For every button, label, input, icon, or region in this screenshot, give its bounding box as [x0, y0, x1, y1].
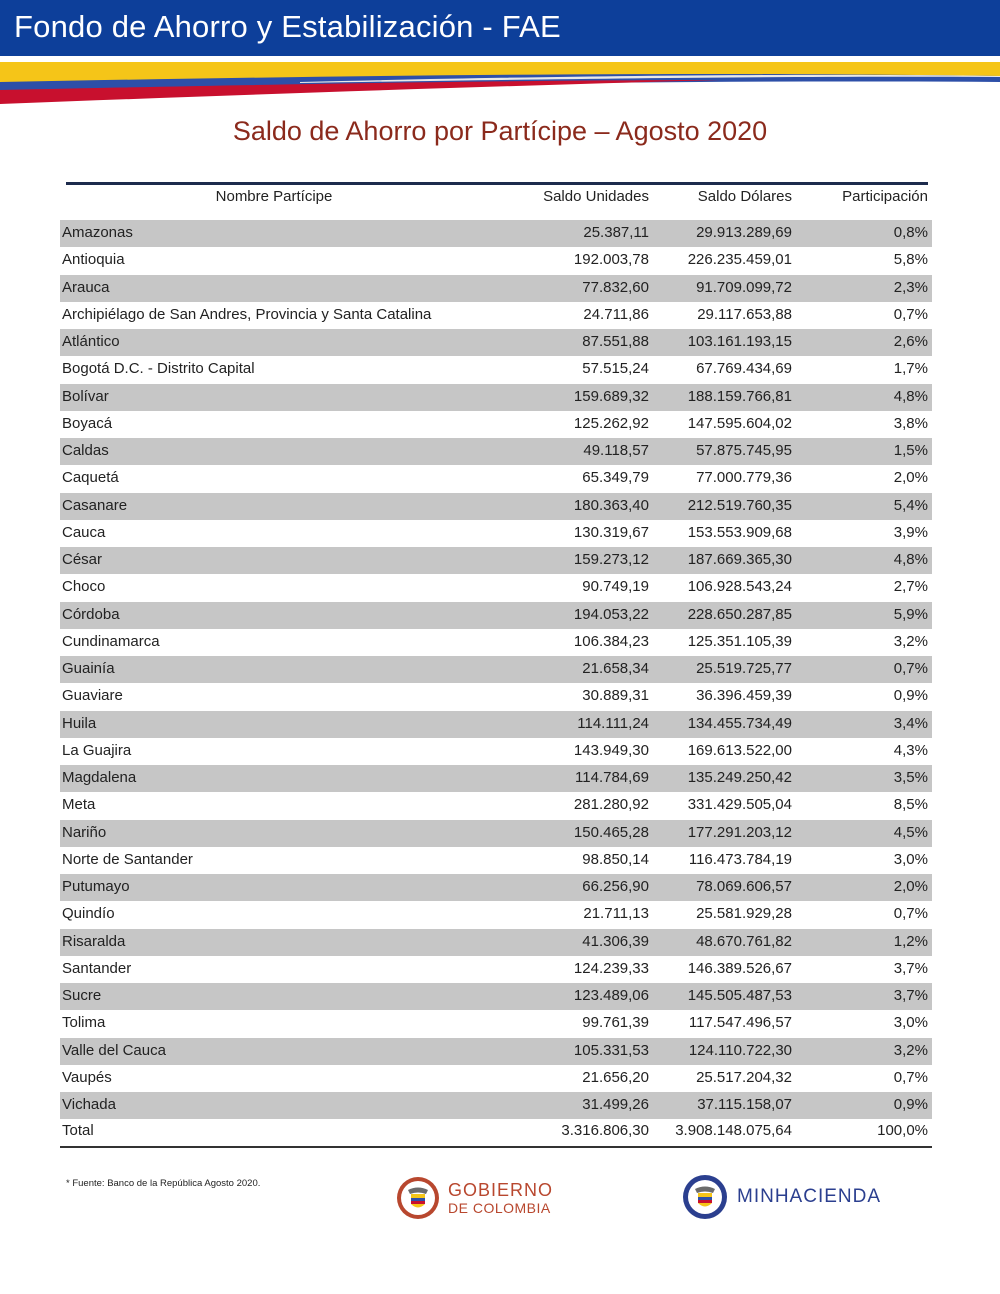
table-row: [60, 901, 932, 928]
table-row: [60, 356, 932, 383]
row-units: 24.711,86: [583, 305, 649, 323]
row-share: 3,0%: [893, 1014, 928, 1032]
row-name: Cundinamarca: [62, 632, 160, 650]
table-row: [60, 465, 932, 492]
row-name: Guaviare: [62, 687, 123, 705]
table-row: [60, 929, 932, 956]
row-share: 5,4%: [893, 496, 928, 514]
column-header-share: Participación: [842, 188, 928, 205]
row-units: 98.850,14: [582, 850, 649, 868]
table-row: [60, 220, 932, 247]
row-share: 4,3%: [893, 741, 928, 759]
row-name: Antioquia: [62, 251, 125, 269]
row-units: 57.515,24: [582, 360, 649, 378]
row-share: 0,7%: [893, 1068, 928, 1086]
row-share: 3,0%: [893, 850, 928, 868]
table-row: [60, 820, 932, 847]
row-name: Caquetá: [62, 469, 119, 487]
row-units: 130.319,67: [573, 523, 649, 541]
row-usd: 116.473.784,19: [688, 850, 792, 868]
row-units: 114.111,24: [577, 714, 649, 732]
row-usd: 125.351.105,39: [687, 632, 792, 650]
row-usd: 331.429.505,04: [687, 796, 792, 814]
table-row: [60, 683, 932, 710]
row-name: La Guajira: [62, 741, 132, 759]
row-name: Sucre: [62, 987, 102, 1004]
row-name: Arauca: [62, 278, 110, 296]
colombia-coat-of-arms-icon: [396, 1176, 440, 1220]
table-row: [60, 574, 932, 601]
table-row: [60, 983, 932, 1010]
table-row: [60, 438, 932, 465]
table-row: [60, 847, 932, 874]
table-row: [60, 1010, 932, 1037]
row-share: 4,5%: [893, 823, 928, 841]
row-usd: 25.517.204,32: [696, 1068, 792, 1086]
row-share: 4,8%: [893, 551, 928, 568]
total-share: 100,0%: [877, 1122, 928, 1140]
report-title: Saldo de Ahorro por Partícipe – Agosto 2020: [232, 116, 768, 146]
row-name: Córdoba: [62, 605, 120, 623]
row-name: Putumayo: [62, 878, 130, 895]
row-share: 5,8%: [893, 251, 928, 269]
row-share: 0,8%: [893, 224, 928, 241]
row-units: 77.832,60: [582, 278, 649, 296]
column-header-name: Nombre Partícipe: [215, 188, 333, 205]
row-name: Santander: [62, 959, 132, 977]
row-share: 1,2%: [893, 932, 928, 950]
table-row: [60, 275, 932, 302]
row-usd: 124.110.722,30: [688, 1041, 792, 1059]
table-row: [60, 384, 932, 411]
row-usd: 135.249.250,42: [687, 769, 792, 786]
table-row: [60, 792, 932, 819]
table-top-rule: [66, 182, 928, 185]
row-share: 3,7%: [893, 987, 928, 1004]
row-units: 65.349,79: [582, 469, 649, 487]
row-name: Valle del Cauca: [62, 1041, 166, 1059]
total-units: 3.316.806,30: [561, 1122, 649, 1140]
column-header-units: Saldo Unidades: [543, 188, 649, 205]
row-share: 2,0%: [893, 469, 928, 487]
gobierno-de-colombia-logo: [396, 1176, 553, 1220]
row-units: 192.003,78: [573, 251, 649, 269]
table-row: [60, 629, 932, 656]
flag-stripes-decoration: [0, 56, 1000, 106]
row-name: Archipiélago de San Andres, Provincia y Santa Catalina: [62, 305, 432, 323]
row-usd: 177.291.203,12: [687, 823, 792, 841]
column-header-usd: Saldo Dólares: [697, 188, 792, 205]
row-name: Risaralda: [62, 932, 126, 950]
row-units: 114.784,69: [575, 769, 649, 786]
row-usd: 29.117.653,88: [697, 305, 792, 323]
row-units: 106.384,23: [573, 632, 649, 650]
table-row: [60, 711, 932, 738]
row-units: 90.749,19: [582, 578, 649, 596]
row-share: 5,9%: [893, 605, 928, 623]
table-bottom-rule: [60, 1146, 932, 1148]
row-name: Vaupés: [62, 1068, 112, 1086]
row-usd: 134.455.734,49: [687, 714, 792, 732]
row-name: Huila: [62, 714, 97, 732]
total-row: [60, 1119, 932, 1146]
row-share: 2,0%: [893, 878, 928, 895]
table-row: [60, 247, 932, 274]
table-body: [60, 220, 932, 1148]
row-usd: 226.235.459,01: [687, 251, 792, 269]
row-share: 8,5%: [893, 796, 928, 814]
row-name: Amazonas: [62, 224, 133, 241]
row-usd: 29.913.289,69: [696, 224, 792, 241]
row-units: 159.689,32: [573, 387, 649, 405]
total-usd: 3.908.148.075,64: [675, 1122, 792, 1140]
row-name: Atlántico: [62, 333, 120, 350]
row-name: Meta: [62, 796, 96, 814]
row-share: 3,5%: [893, 769, 928, 786]
row-units: 66.256,90: [582, 878, 649, 895]
row-usd: 78.069.606,57: [696, 878, 792, 895]
colombia-coat-of-arms-icon: [682, 1174, 728, 1220]
row-units: 99.761,39: [582, 1014, 649, 1032]
row-usd: 36.396.459,39: [696, 687, 792, 705]
row-share: 0,7%: [893, 660, 928, 677]
row-share: 0,7%: [893, 305, 928, 323]
row-name: Guainía: [62, 660, 115, 677]
table-row: [60, 874, 932, 901]
row-name: César: [62, 551, 103, 568]
row-units: 123.489,06: [573, 987, 649, 1004]
row-usd: 212.519.760,35: [687, 496, 792, 514]
row-units: 21.656,20: [582, 1068, 649, 1086]
row-units: 41.306,39: [582, 932, 649, 950]
row-usd: 77.000.779,36: [696, 469, 792, 487]
row-share: 2,7%: [893, 578, 928, 596]
row-units: 21.658,34: [582, 660, 649, 677]
row-usd: 67.769.434,69: [696, 360, 792, 378]
table-row: [60, 765, 932, 792]
table-row: [60, 329, 932, 356]
source-note: * Fuente: Banco de la República Agosto 2020.: [66, 1178, 261, 1189]
row-units: 21.711,13: [583, 905, 649, 923]
row-units: 105.331,53: [573, 1041, 649, 1059]
table-row: [60, 493, 932, 520]
page-header: [0, 0, 1000, 56]
row-name: Cauca: [62, 523, 106, 541]
row-usd: 188.159.766,81: [687, 387, 792, 405]
table-row: [60, 547, 932, 574]
row-share: 0,9%: [893, 687, 928, 705]
row-usd: 169.613.522,00: [687, 741, 792, 759]
row-name: Casanare: [62, 496, 128, 514]
table-row: [60, 1038, 932, 1065]
row-usd: 187.669.365,30: [687, 551, 792, 568]
row-name: Magdalena: [62, 769, 137, 786]
row-share: 3,7%: [893, 959, 928, 977]
table-row: [60, 738, 932, 765]
table-row: [60, 602, 932, 629]
row-usd: 146.389.526,67: [687, 959, 792, 977]
gobierno-logo-line1: GOBIERNO: [448, 1180, 554, 1200]
row-units: 150.465,28: [573, 823, 649, 841]
table-row: [60, 1065, 932, 1092]
minhacienda-logo: [682, 1174, 881, 1220]
row-usd: 48.670.761,82: [696, 932, 792, 950]
row-share: 3,8%: [893, 414, 928, 432]
row-usd: 57.875.745,95: [696, 442, 792, 459]
header-title: Fondo de Ahorro y Estabilización - FAE: [14, 9, 561, 44]
row-usd: 117.547.496,57: [688, 1014, 792, 1032]
row-units: 25.387,11: [583, 224, 649, 241]
table-header: [60, 187, 932, 217]
row-usd: 106.928.543,24: [687, 578, 792, 596]
row-usd: 228.650.287,85: [687, 605, 792, 623]
row-name: Quindío: [62, 905, 115, 923]
row-usd: 37.115.158,07: [697, 1096, 792, 1113]
total-label: Total: [62, 1122, 94, 1140]
table-row: [60, 956, 932, 983]
table-row: [60, 302, 932, 329]
row-units: 143.949,30: [573, 741, 649, 759]
row-units: 124.239,33: [573, 959, 649, 977]
row-usd: 153.553.909,68: [687, 523, 792, 541]
row-units: 180.363,40: [573, 496, 649, 514]
row-units: 159.273,12: [573, 551, 649, 568]
gobierno-logo-line2: DE COLOMBIA: [448, 1200, 551, 1216]
row-usd: 145.505.487,53: [687, 987, 792, 1004]
row-share: 0,7%: [893, 905, 928, 923]
row-share: 1,5%: [893, 442, 928, 459]
row-name: Choco: [62, 578, 106, 596]
minhacienda-logo-text: MINHACIENDA: [737, 1186, 882, 1207]
row-share: 3,4%: [893, 714, 928, 732]
row-name: Boyacá: [62, 414, 113, 432]
table-row: [60, 1092, 932, 1119]
row-usd: 25.581.929,28: [696, 905, 792, 923]
row-name: Tolima: [62, 1014, 106, 1032]
row-units: 49.118,57: [583, 442, 649, 459]
row-share: 4,8%: [893, 387, 928, 405]
row-share: 2,3%: [893, 278, 928, 296]
row-name: Caldas: [62, 442, 109, 459]
row-share: 3,2%: [893, 632, 928, 650]
row-name: Vichada: [62, 1096, 116, 1113]
row-share: 2,6%: [893, 333, 928, 350]
row-units: 281.280,92: [573, 796, 649, 814]
row-usd: 103.161.193,15: [687, 333, 792, 350]
row-usd: 147.595.604,02: [687, 414, 792, 432]
row-name: Bogotá D.C. - Distrito Capital: [62, 360, 255, 378]
row-name: Norte de Santander: [62, 850, 193, 868]
row-usd: 91.709.099,72: [696, 278, 792, 296]
row-name: Nariño: [62, 823, 107, 841]
row-name: Bolívar: [62, 387, 109, 405]
row-share: 3,2%: [893, 1041, 928, 1059]
row-units: 125.262,92: [573, 414, 649, 432]
row-share: 0,9%: [893, 1096, 928, 1113]
row-units: 194.053,22: [573, 605, 649, 623]
row-usd: 25.519.725,77: [696, 660, 792, 677]
table-row: [60, 656, 932, 683]
row-units: 30.889,31: [582, 687, 649, 705]
row-units: 87.551,88: [582, 333, 649, 350]
table-row: [60, 520, 932, 547]
row-units: 31.499,26: [582, 1096, 649, 1113]
row-share: 3,9%: [893, 523, 928, 541]
table-row: [60, 411, 932, 438]
row-share: 1,7%: [893, 360, 928, 378]
